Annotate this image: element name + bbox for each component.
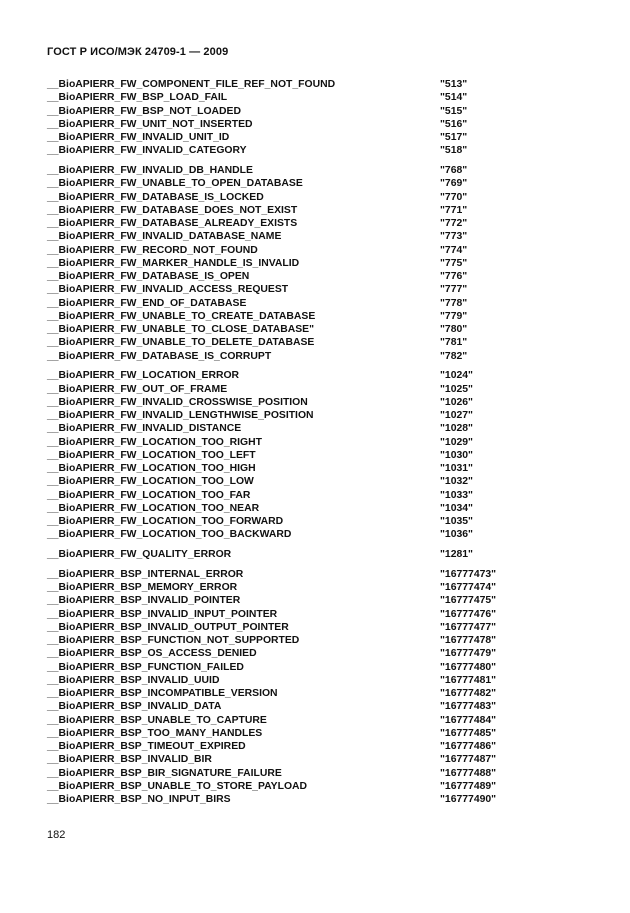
error-code-name: __BioAPIERR_FW_UNABLE_TO_CLOSE_DATABASE" [47, 324, 315, 335]
code-row [47, 462, 517, 475]
error-code-value: "770" [440, 191, 468, 203]
code-row [47, 310, 517, 323]
error-code-value: "1030" [440, 449, 473, 461]
error-code-value: "16777490" [440, 794, 497, 805]
error-code-name: __BioAPIERR_FW_DATABASE_IS_CORRUPT [47, 350, 272, 362]
error-code-value: "515" [440, 105, 468, 117]
error-code-value: "1024" [440, 370, 473, 382]
error-code-name: __BioAPIERR_FW_INVALID_CROSSWISE_POSITION [47, 396, 308, 408]
error-code-value: "1026" [440, 396, 473, 408]
error-code-value: "518" [440, 145, 468, 157]
error-code-name: __BioAPIERR_BSP_BIR_SIGNATURE_FAILURE [47, 767, 282, 779]
error-code-name: __BioAPIERR_BSP_UNABLE_TO_STORE_PAYLOAD [47, 780, 308, 792]
error-code-value: "1027" [440, 410, 473, 421]
code-row [47, 700, 517, 713]
error-code-name: __BioAPIERR_FW_DATABASE_IS_OPEN [47, 271, 250, 282]
error-code-name: __BioAPIERR_FW_LOCATION_TOO_LOW [47, 476, 254, 488]
error-code-name: __BioAPIERR_BSP_INTERNAL_ERROR [47, 568, 244, 580]
error-code-value: "16777486" [440, 741, 497, 752]
error-code-value: "16777483" [440, 701, 497, 713]
code-row [47, 297, 517, 310]
error-code-name: __BioAPIERR_BSP_INVALID_OUTPUT_POINTER [47, 621, 289, 633]
error-code-name: __BioAPIERR_FW_INVALID_DATABASE_NAME [47, 231, 282, 243]
error-code-value: "771" [440, 204, 468, 216]
code-row [47, 244, 517, 257]
error-code-value: "517" [440, 132, 468, 143]
error-code-name: __BioAPIERR_FW_COMPONENT_FILE_REF_NOT_FOUND [47, 79, 336, 90]
code-row [47, 283, 517, 296]
error-code-name: __BioAPIERR_BSP_TIMEOUT_EXPIRED [47, 741, 246, 752]
code-row [47, 475, 517, 488]
error-code-value: "1034" [440, 502, 473, 514]
error-code-value: "1036" [440, 529, 473, 541]
code-row [47, 396, 517, 409]
error-code-value: "782" [440, 350, 468, 362]
code-row [47, 336, 517, 349]
code-row [47, 740, 517, 753]
code-row [47, 528, 517, 541]
error-code-name: __BioAPIERR_FW_RECORD_NOT_FOUND [47, 244, 258, 256]
error-code-value: "1029" [440, 436, 473, 448]
code-row [47, 634, 517, 647]
error-code-value: "16777474" [440, 582, 497, 593]
code-group [47, 78, 517, 158]
error-code-name: __BioAPIERR_FW_INVALID_LENGTHWISE_POSITION [47, 410, 314, 421]
code-row [47, 217, 517, 230]
code-row [47, 647, 517, 660]
error-code-value: "16777481" [440, 674, 497, 686]
code-row [47, 144, 517, 157]
error-code-value: "16777485" [440, 727, 497, 739]
code-row [47, 727, 517, 740]
error-code-name: __BioAPIERR_BSP_TOO_MANY_HANDLES [47, 727, 263, 739]
code-row [47, 436, 517, 449]
error-code-name: __BioAPIERR_BSP_INVALID_DATA [47, 701, 222, 713]
error-code-name: __BioAPIERR_FW_DATABASE_ALREADY_EXISTS [47, 218, 298, 229]
error-code-value: "16777480" [440, 661, 497, 673]
code-row [47, 118, 517, 131]
error-code-value: "1033" [440, 489, 473, 501]
code-row [47, 449, 517, 462]
code-group [47, 369, 517, 541]
code-row [47, 191, 517, 204]
error-code-name: __BioAPIERR_FW_UNIT_NOT_INSERTED [47, 118, 253, 130]
code-row [47, 548, 517, 561]
error-code-value: "1032" [440, 476, 473, 488]
error-code-value: "768" [440, 165, 468, 176]
code-row [47, 91, 517, 104]
code-row [47, 568, 517, 581]
code-row [47, 177, 517, 190]
error-code-value: "16777482" [440, 688, 497, 699]
page-header: ГОСТ Р ИСО/МЭК 24709-1 — 2009 [47, 46, 229, 58]
error-code-value: "1028" [440, 423, 473, 435]
error-code-value: "1025" [440, 383, 473, 395]
error-code-name: __BioAPIERR_BSP_NO_INPUT_BIRS [47, 794, 231, 805]
error-code-name: __BioAPIERR_FW_BSP_LOAD_FAIL [47, 92, 228, 104]
error-code-value: "16777484" [440, 714, 497, 726]
code-row [47, 369, 517, 382]
error-code-value: "16777487" [440, 754, 497, 766]
error-code-value: "772" [440, 218, 468, 229]
page-number: 182 [47, 829, 66, 841]
error-code-name: __BioAPIERR_FW_LOCATION_TOO_FAR [47, 489, 251, 501]
code-row [47, 489, 517, 502]
error-code-name: __BioAPIERR_FW_LOCATION_ERROR [47, 370, 240, 382]
code-row [47, 164, 517, 177]
error-code-name: __BioAPIERR_FW_UNABLE_TO_OPEN_DATABASE [47, 178, 303, 190]
error-code-name: __BioAPIERR_BSP_MEMORY_ERROR [47, 582, 238, 593]
error-code-value: "1031" [440, 463, 473, 474]
error-code-name: __BioAPIERR_BSP_UNABLE_TO_CAPTURE [47, 714, 267, 726]
error-code-value: "16777479" [440, 648, 497, 660]
code-row [47, 714, 517, 727]
error-code-value: "16777477" [440, 621, 497, 633]
code-row [47, 753, 517, 766]
code-row [47, 409, 517, 422]
error-code-value: "773" [440, 231, 468, 243]
code-row [47, 608, 517, 621]
error-code-name: __BioAPIERR_FW_BSP_NOT_LOADED [47, 105, 241, 117]
code-group [47, 164, 517, 363]
code-row [47, 515, 517, 528]
code-row [47, 687, 517, 700]
error-code-name: __BioAPIERR_BSP_INVALID_POINTER [47, 595, 241, 607]
code-row [47, 661, 517, 674]
code-row [47, 131, 517, 144]
error-code-value: "779" [440, 310, 468, 322]
code-row [47, 793, 517, 806]
error-code-value: "1281" [440, 549, 473, 560]
error-code-value: "1035" [440, 516, 473, 527]
error-code-name: __BioAPIERR_FW_LOCATION_TOO_HIGH [47, 463, 256, 474]
error-code-value: "16777489" [440, 780, 497, 792]
code-row [47, 257, 517, 270]
error-code-name: __BioAPIERR_BSP_INVALID_BIR [47, 754, 212, 766]
error-code-value: "16777476" [440, 608, 497, 620]
code-row [47, 230, 517, 243]
error-code-value: "16777488" [440, 767, 497, 779]
error-code-name: __BioAPIERR_BSP_OS_ACCESS_DENIED [47, 648, 257, 660]
error-code-name: __BioAPIERR_FW_LOCATION_TOO_BACKWARD [47, 529, 292, 541]
code-row [47, 422, 517, 435]
error-code-name: __BioAPIERR_FW_END_OF_DATABASE [47, 297, 247, 309]
error-code-name: __BioAPIERR_FW_INVALID_CATEGORY [47, 145, 247, 157]
code-group [47, 568, 517, 807]
code-row [47, 204, 517, 217]
code-row [47, 621, 517, 634]
error-code-value: "781" [440, 337, 468, 349]
error-code-name: __BioAPIERR_FW_LOCATION_TOO_NEAR [47, 502, 260, 514]
error-code-value: "769" [440, 178, 468, 190]
error-code-value: "775" [440, 257, 468, 269]
error-code-name: __BioAPIERR_FW_LOCATION_TOO_LEFT [47, 449, 256, 461]
error-code-value: "16777478" [440, 635, 497, 646]
error-code-value: "516" [440, 118, 468, 130]
error-code-name: __BioAPIERR_FW_LOCATION_TOO_FORWARD [47, 516, 284, 527]
error-code-name: __BioAPIERR_FW_INVALID_DB_HANDLE [47, 165, 253, 176]
error-code-name: __BioAPIERR_FW_MARKER_HANDLE_IS_INVALID [47, 257, 300, 269]
code-group [47, 548, 517, 561]
code-row [47, 594, 517, 607]
code-row [47, 270, 517, 283]
error-code-name: __BioAPIERR_FW_QUALITY_ERROR [47, 549, 232, 560]
error-code-name: __BioAPIERR_BSP_INVALID_UUID [47, 674, 220, 686]
error-code-name: __BioAPIERR_FW_UNABLE_TO_CREATE_DATABASE [47, 310, 316, 322]
code-row [47, 105, 517, 118]
code-row [47, 581, 517, 594]
code-row [47, 350, 517, 363]
error-code-list [47, 78, 517, 813]
error-code-name: __BioAPIERR_FW_INVALID_UNIT_ID [47, 132, 230, 143]
error-code-name: __BioAPIERR_FW_DATABASE_IS_LOCKED [47, 191, 264, 203]
error-code-value: "514" [440, 92, 468, 104]
error-code-value: "16777473" [440, 568, 497, 580]
error-code-name: __BioAPIERR_FW_INVALID_DISTANCE [47, 423, 242, 435]
error-code-name: __BioAPIERR_FW_INVALID_ACCESS_REQUEST [47, 284, 289, 296]
code-row [47, 383, 517, 396]
code-row [47, 674, 517, 687]
code-row [47, 78, 517, 91]
code-row [47, 780, 517, 793]
code-row [47, 767, 517, 780]
code-row [47, 323, 517, 336]
error-code-name: __BioAPIERR_BSP_FUNCTION_FAILED [47, 661, 244, 673]
error-code-value: "776" [440, 271, 468, 282]
error-code-name: __BioAPIERR_FW_LOCATION_TOO_RIGHT [47, 436, 262, 448]
error-code-value: "780" [440, 324, 468, 335]
error-code-value: "16777475" [440, 595, 497, 607]
error-code-name: __BioAPIERR_FW_DATABASE_DOES_NOT_EXIST [47, 204, 298, 216]
error-code-value: "778" [440, 297, 468, 309]
error-code-name: __BioAPIERR_BSP_INVALID_INPUT_POINTER [47, 608, 278, 620]
error-code-name: __BioAPIERR_BSP_FUNCTION_NOT_SUPPORTED [47, 635, 300, 646]
error-code-value: "777" [440, 284, 468, 296]
error-code-name: __BioAPIERR_FW_OUT_OF_FRAME [47, 383, 228, 395]
error-code-name: __BioAPIERR_FW_UNABLE_TO_DELETE_DATABASE [47, 337, 315, 349]
code-row [47, 502, 517, 515]
error-code-name: __BioAPIERR_BSP_INCOMPATIBLE_VERSION [47, 688, 278, 699]
error-code-value: "774" [440, 244, 468, 256]
error-code-value: "513" [440, 79, 468, 90]
